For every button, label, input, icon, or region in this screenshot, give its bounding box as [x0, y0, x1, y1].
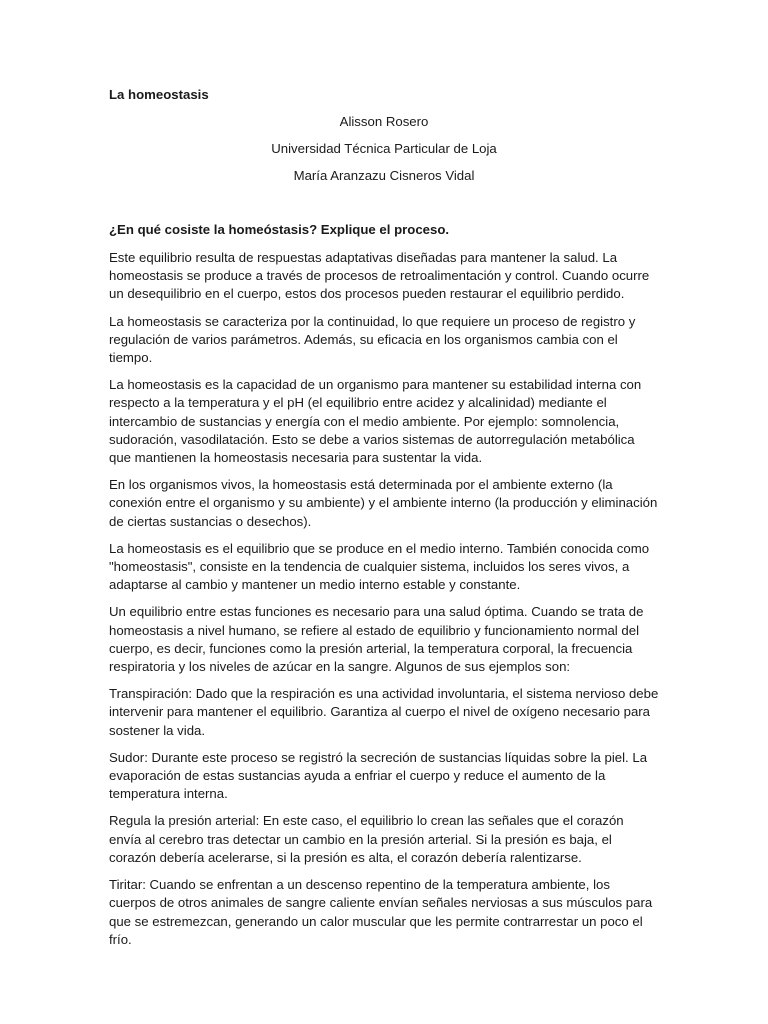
- author-name: Alisson Rosero: [339, 114, 429, 129]
- paragraph: Regula la presión arterial: En este caso, el equilibrio lo crean las señales que el corazón envía al cerebro tras detectar un cambio en la presión arterial. Si la presión es baja, el corazón debería acelerarse, si la presión es alta, el corazón debería ralentizarse.: [109, 813, 624, 865]
- document-body: [109, 249, 659, 958]
- paragraph: Transpiración: Dado que la respiración es una actividad involuntaria, el sistema nervioso debe intervenir para mantener el equilibrio. Garantiza al cuerpo el nivel de oxígeno necesario para sostener la vida.: [109, 686, 659, 738]
- paragraph: En los organismos vivos, la homeostasis está determinada por el ambiente externo (la conexión entre el organismo y su ambiente) y el ambiente interno (la producción y eliminación de ciertas sustancias o desechos).: [109, 477, 658, 529]
- paragraph: Tiritar: Cuando se enfrentan a un descenso repentino de la temperatura ambiente, los cuerpos de otros animales de sangre caliente envían señales nerviosas a sus músculos para que se estremezcan, generando un calor muscular que les permite contrarrestar un poco el frío.: [109, 877, 653, 947]
- paragraph: Sudor: Durante este proceso se registró la secreción de sustancias líquidas sobre la piel. La evaporación de estas sustancias ayuda a enfriar el cuerpo y reduce el aumento de la temperatura interna.: [109, 749, 648, 802]
- section-question: ¿En qué cosiste la homeóstasis? Explique el proceso.: [109, 222, 450, 237]
- paragraph: Este equilibrio resulta de respuestas adaptativas diseñadas para mantener la salud. La homeostasis se produce a través de procesos de retroalimentación y control. Cuando ocurre un desequilibrio en el cuerpo, estos dos procesos pueden restaurar el equilibrio perdido.: [109, 250, 650, 302]
- paragraph: La homeostasis se caracteriza por la continuidad, lo que requiere un proceso de registro y regulación de varios parámetros. Además, su eficacia en los organismos cambia con el tiempo.: [109, 313, 636, 366]
- author-institution: Universidad Técnica Particular de Loja: [271, 141, 497, 156]
- paragraph: Un equilibrio entre estas funciones es necesario para una salud óptima. Cuando se trata de homeostasis a nivel humano, se refiere al estado de equilibrio y funcionamiento normal del cuerpo, es decir, funciones como la presión arterial, la temperatura corporal, la frecuencia respiratoria y los niveles de azúcar en la sangre. Algunos de sus ejemplos son:: [109, 604, 644, 675]
- author-secondary-name: María Aranzazu Cisneros Vidal: [293, 168, 475, 183]
- paragraph: La homeostasis es el equilibrio que se produce en el medio interno. También conocida como "homeostasis", consiste en la tendencia de cualquier sistema, incluidos los seres vivos, a adaptarse al cambio y mantener un medio interno estable y constante.: [109, 540, 650, 593]
- document-title: La homeostasis: [109, 87, 209, 102]
- paragraph: La homeostasis es la capacidad de un organismo para mantener su estabilidad interna con respecto a la temperatura y el pH (el equilibrio entre acidez y alcalinidad) mediante el intercambio de sustancias y energía con el medio ambiente. Por ejemplo: somnolencia, sudoración, vasodilatación. Esto se debe a varios sistemas de autorregulación metabólica que mantienen la homeostasis necesaria para sustentar la vida.: [109, 377, 642, 466]
